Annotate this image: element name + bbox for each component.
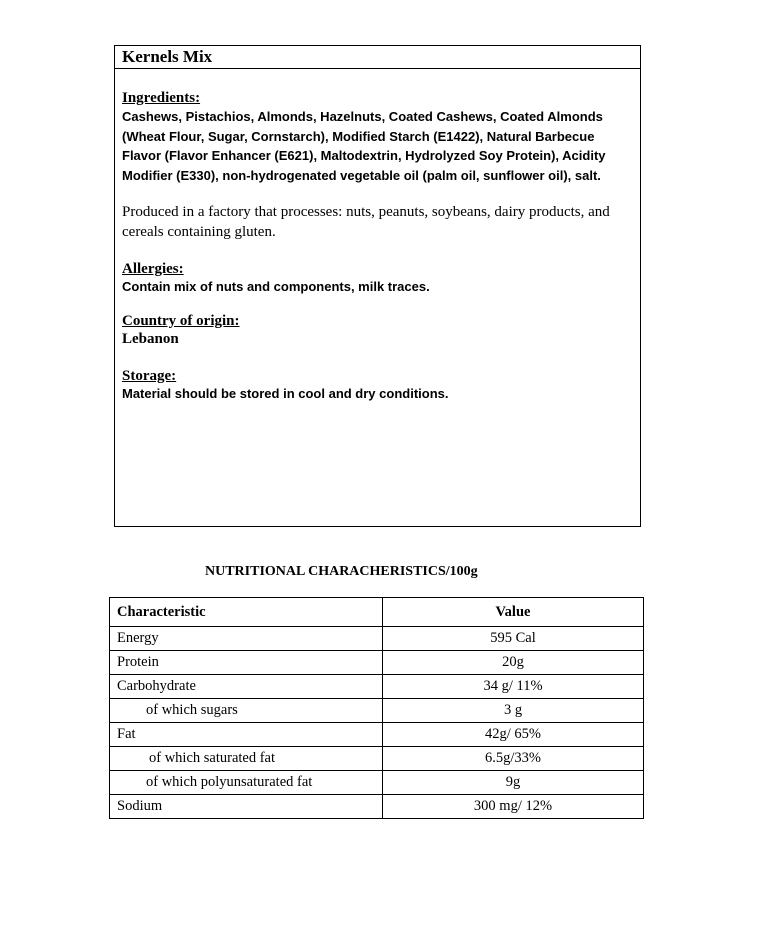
spec-body (115, 69, 640, 402)
table-row (110, 771, 644, 795)
allergies-text: Contain mix of nuts and components, milk traces. (122, 279, 430, 294)
table-row (110, 651, 644, 675)
row-value: 20g (383, 651, 644, 675)
origin-heading: Country of origin: (122, 313, 240, 329)
row-name: of which saturated fat (110, 747, 383, 771)
origin-text: Lebanon (122, 331, 179, 347)
ingredients-text: Cashews, Pistachios, Almonds, Hazelnuts, Coated Cashews, Coated Almonds (Wheat Flour, Sugar, Cornstarch), Modified Starch (E1422), Natural Barbecue Flavor (Flavor Enhancer (E621), Maltodextrin, Hydrolyzed Soy Protein), Acidity Modifier (E330), non-hydrogenated vegetable oil (palm oil, sunflower oil), salt. (122, 109, 606, 183)
column-header-characteristic: Characteristic (110, 598, 383, 627)
product-title: Kernels Mix (115, 46, 640, 69)
product-spec-box (114, 45, 641, 527)
column-header-value: Value (383, 598, 644, 627)
nutrition-table (109, 597, 644, 819)
row-value: 6.5g/33% (383, 747, 644, 771)
row-name: Carbohydrate (110, 675, 383, 699)
table-row (110, 795, 644, 819)
table-row (110, 723, 644, 747)
nutrition-title: NUTRITIONAL CHARACHERISTICS/100g (205, 564, 478, 579)
table-row (110, 747, 644, 771)
row-name: Protein (110, 651, 383, 675)
table-row (110, 675, 644, 699)
row-name: of which polyunsaturated fat (110, 771, 383, 795)
table-row (110, 627, 644, 651)
row-name: of which sugars (110, 699, 383, 723)
table-header-row (110, 598, 644, 627)
row-value: 34 g/ 11% (383, 675, 644, 699)
row-value: 300 mg/ 12% (383, 795, 644, 819)
allergies-heading: Allergies: (122, 261, 184, 277)
ingredients-heading: Ingredients: (122, 90, 201, 106)
storage-text: Material should be stored in cool and dry conditions. (122, 386, 449, 401)
row-name: Fat (110, 723, 383, 747)
row-value: 42g/ 65% (383, 723, 644, 747)
row-value: 595 Cal (383, 627, 644, 651)
factory-note: Produced in a factory that processes: nuts, peanuts, soybeans, dairy products, and cereals containing gluten. (122, 204, 610, 240)
storage-heading: Storage: (122, 368, 177, 384)
row-value: 9g (383, 771, 644, 795)
row-name: Energy (110, 627, 383, 651)
row-name: Sodium (110, 795, 383, 819)
row-value: 3 g (383, 699, 644, 723)
table-row (110, 699, 644, 723)
